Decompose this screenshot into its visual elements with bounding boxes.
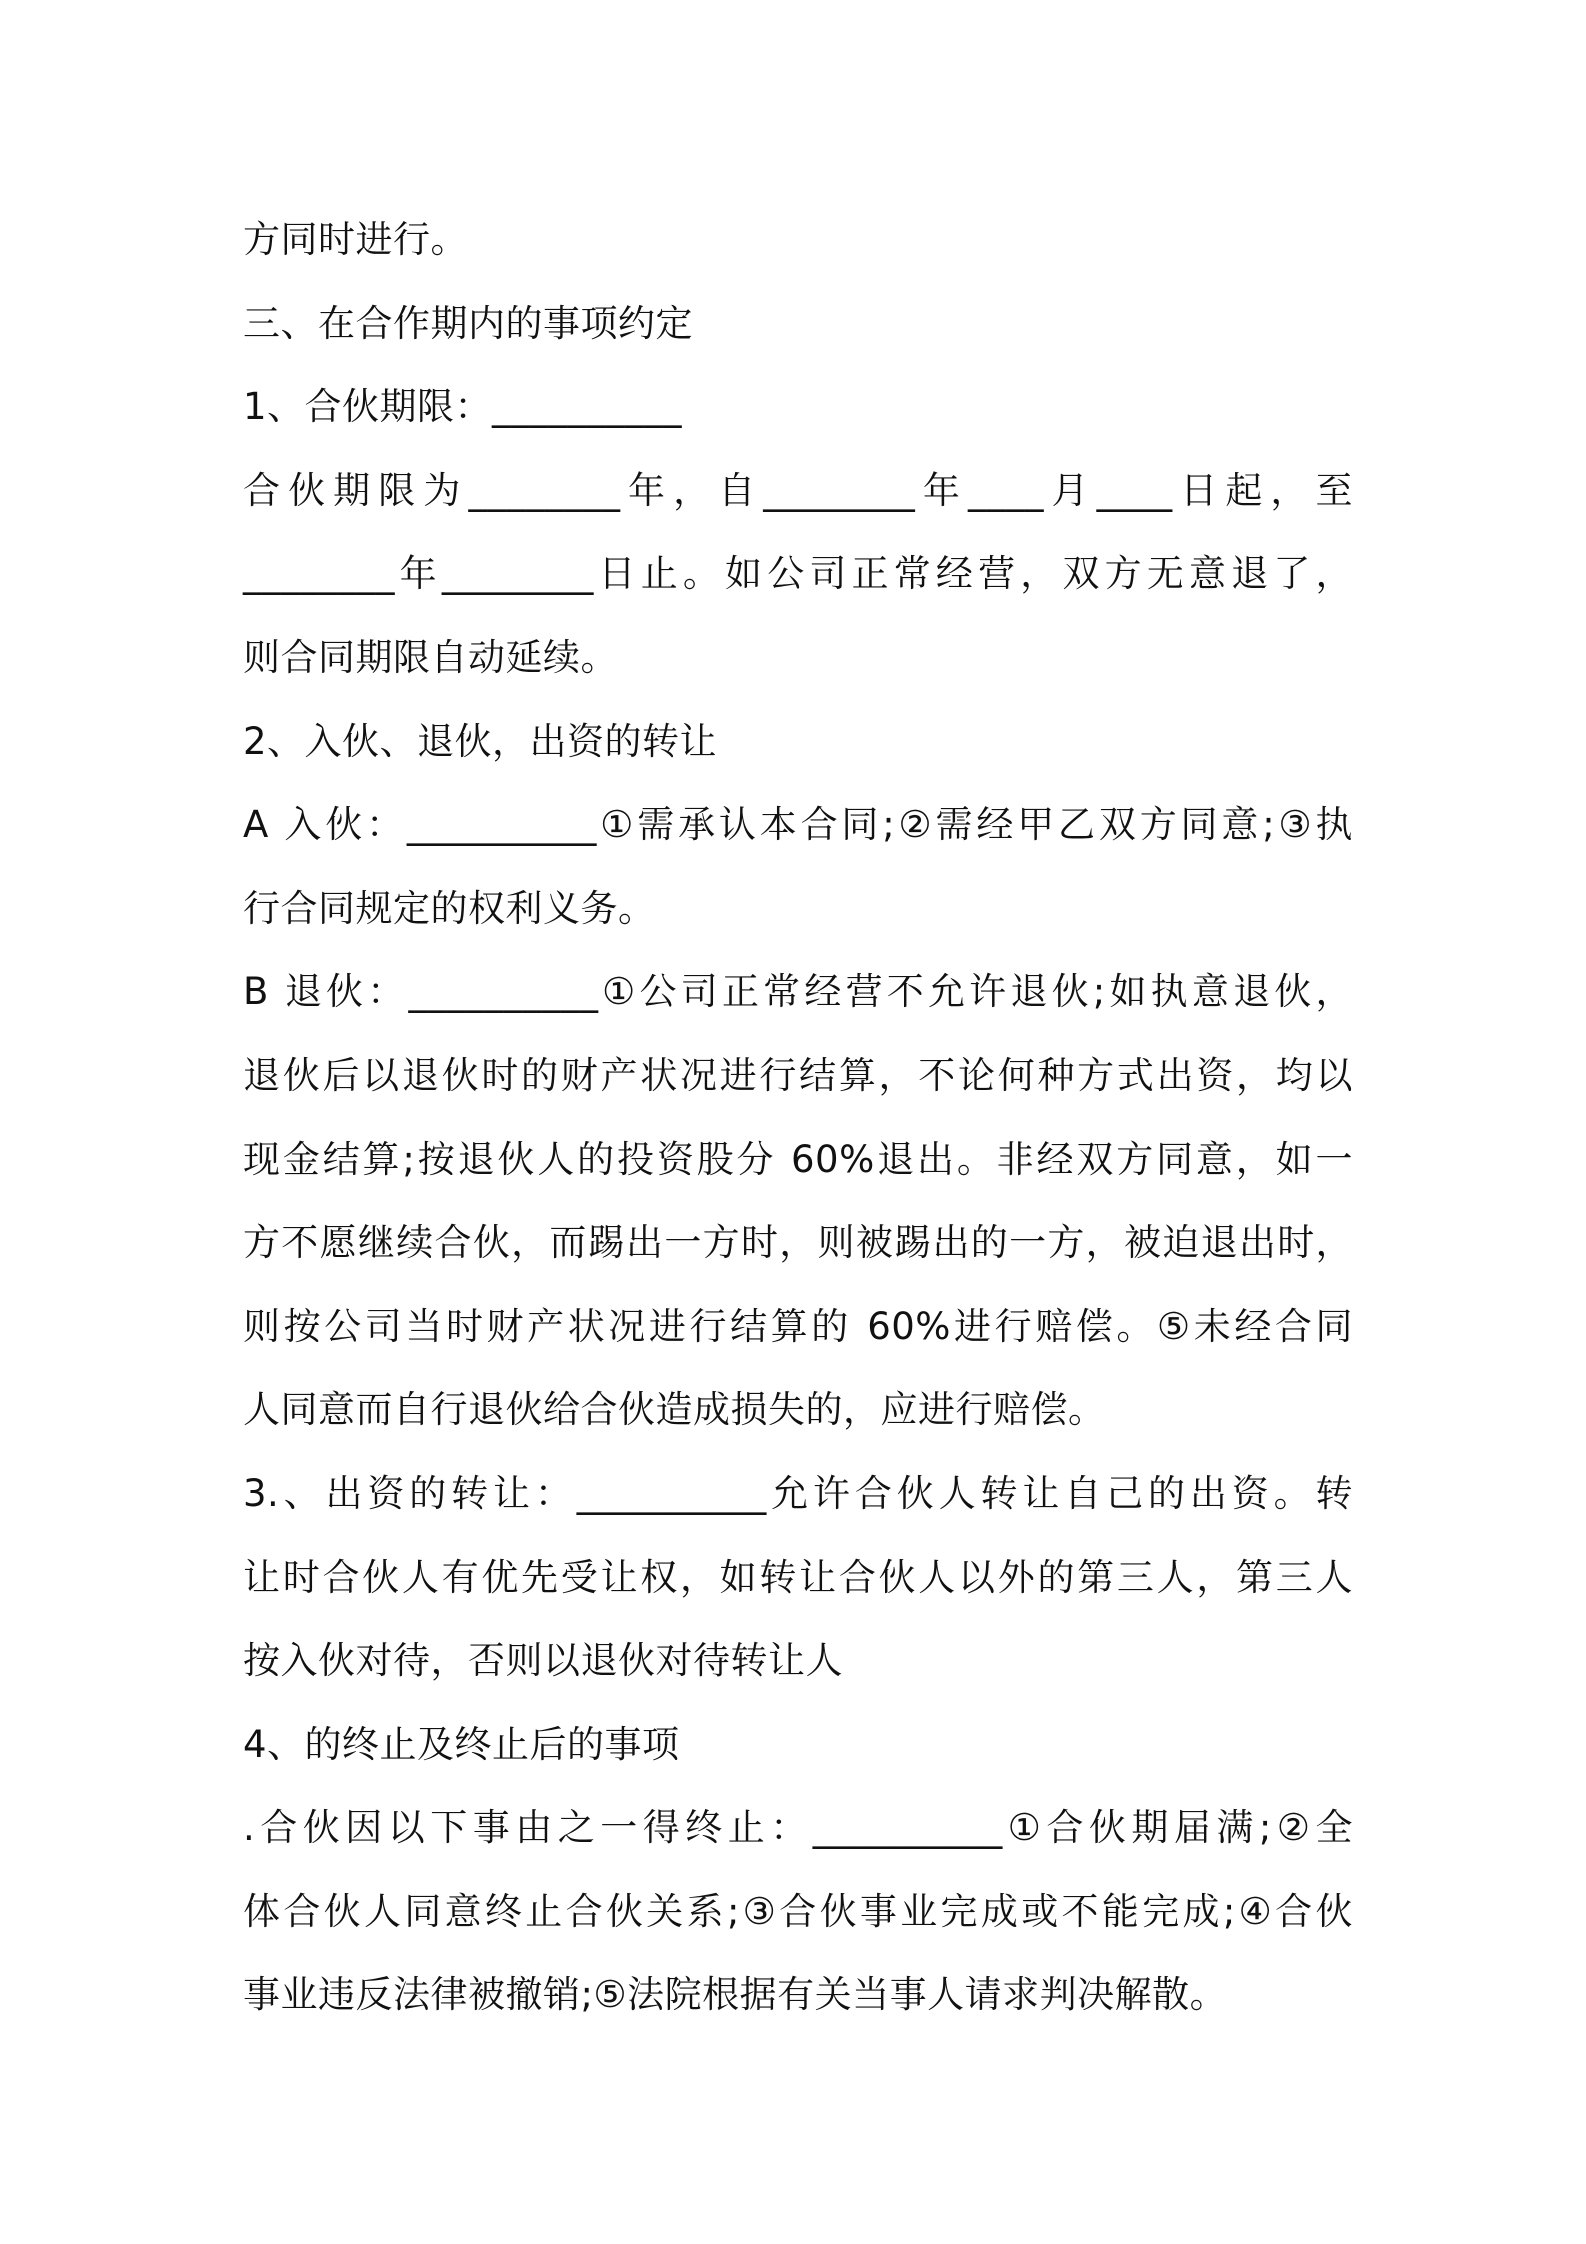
document-line: 退伙后以退伙时的财产状况进行结算，不论何种方式出资，均以 [243, 1053, 1353, 1097]
document-line: 方不愿继续合伙，而踢出一方时，则被踢出的一方，被迫退出时， [243, 1221, 1353, 1265]
document-line: A 入伙：__________①需承认本合同;②需经甲乙双方同意;③执 [243, 803, 1353, 847]
document-line: 则合同期限自动延续。 [243, 635, 618, 679]
document-line: 人同意而自行退伙给合伙造成损失的，应进行赔偿。 [243, 1388, 1106, 1432]
document-line: .合伙因以下事由之一得终止：__________①合伙期届满;②全 [243, 1806, 1353, 1850]
document-line: 体合伙人同意终止合伙关系;③合伙事业完成或不能完成;④合伙 [243, 1889, 1353, 1933]
document-line: 4、的终止及终止后的事项 [243, 1722, 680, 1766]
document-line: 则按公司当时财产状况进行结算的 60%进行赔偿。⑤未经合同 [243, 1304, 1353, 1348]
document-line: B 退伙：__________①公司正常经营不允许退伙;如执意退伙， [243, 970, 1353, 1014]
document-line: 方同时进行。 [243, 218, 468, 261]
document-line: 1、合伙期限：__________ [243, 385, 683, 429]
document-line: 2、入伙、退伙，出资的转让 [243, 719, 718, 763]
document-line: 3.、出资的转让：__________允许合伙人转让自己的出资。转 [243, 1471, 1353, 1515]
document-line: 事业违反法律被撤销;⑤法院根据有关当事人请求判决解散。 [243, 1973, 1228, 2017]
document-line: ________年________日止。如公司正常经营，双方无意退了， [243, 552, 1353, 596]
document-line: 行合同规定的权利义务。 [243, 886, 656, 930]
document-line: 让时合伙人有优先受让权，如转让合伙人以外的第三人，第三人 [243, 1555, 1353, 1599]
document-line: 三、在合作期内的事项约定 [243, 301, 693, 345]
document-body [243, 198, 1353, 2037]
document-line: 合伙期限为________年，自________年____月____日起，至 [243, 468, 1353, 512]
document-line: 按入伙对待，否则以退伙对待转让人 [243, 1639, 843, 1683]
document-line: 现金结算;按退伙人的投资股分 60%退出。非经双方同意，如一 [243, 1137, 1353, 1181]
